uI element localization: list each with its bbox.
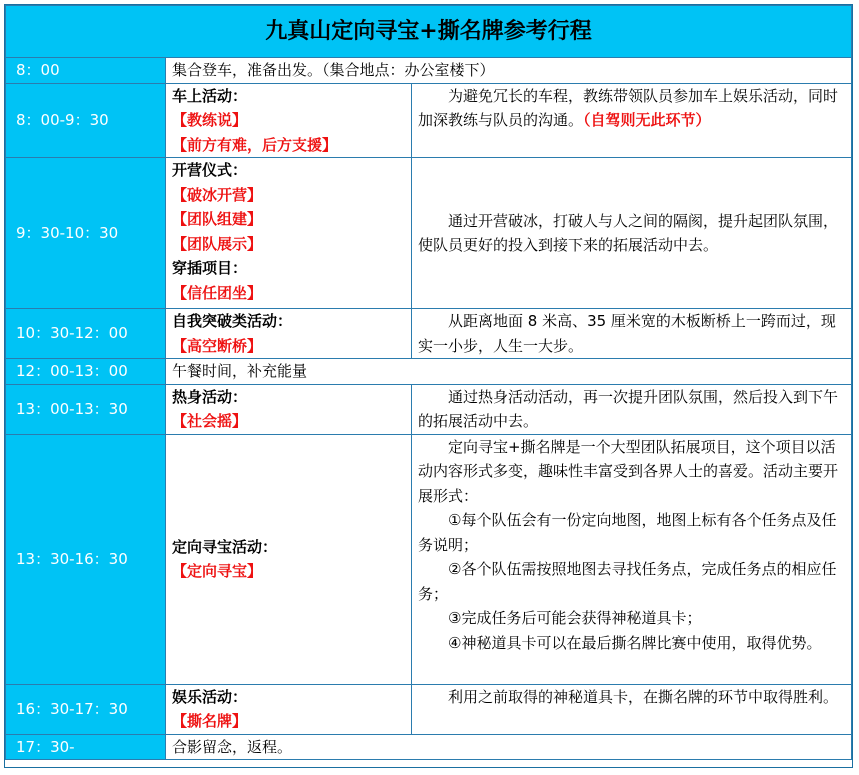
- activity-item: 【社会摇】: [172, 412, 248, 430]
- time-cell: 9：30-10：30: [6, 158, 166, 309]
- table-row: [6, 434, 852, 684]
- activity-item: 【破冰开营】: [172, 185, 263, 204]
- activity-item: 【撕名牌】: [172, 712, 248, 730]
- time-cell: 16：30-17：30: [6, 684, 166, 734]
- activity-item: 【团队组建】: [172, 210, 263, 228]
- activity-heading: 车上活动：: [172, 86, 248, 105]
- time-cell: 10：30-12：00: [6, 309, 166, 359]
- activity-cell: [166, 83, 412, 158]
- table-row: [6, 83, 852, 158]
- activity-heading: 热身活动：: [172, 387, 248, 406]
- title-row: [6, 6, 852, 58]
- description-cell: [412, 83, 852, 158]
- table-row: [6, 384, 852, 434]
- page-title: 九真山定向寻宝+撕名牌参考行程: [6, 6, 852, 58]
- description-step: ①每个队伍会有一份定向地图，地图上标有各个任务点及任务说明；: [418, 511, 837, 554]
- time-cell: 17：30-: [6, 734, 166, 760]
- activity-heading: 开营仪式：: [172, 161, 248, 179]
- itinerary-table: [5, 5, 852, 760]
- table-row: [6, 359, 852, 385]
- description-step: ②各个队伍需按照地图去寻找任务点，完成任务点的相应任务；: [418, 560, 837, 603]
- description-note: （自驾则无此环节）: [583, 111, 711, 129]
- description-cell: 通过开营破冰，打破人与人之间的隔阂，提升起团队氛围，使队员更好的投入到接下来的拓展活动中去。: [412, 158, 852, 309]
- activity-item: 【团队展示】: [172, 234, 263, 253]
- activity-item: 【信任团坐】: [172, 283, 263, 302]
- description-text: 为避免冗长的车程，教练带领队员参加车上娱乐活动，同时加深教练与队员的沟通。: [418, 86, 839, 129]
- itinerary-sheet: [4, 4, 853, 768]
- activity-item: 【高空断桥】: [172, 336, 263, 355]
- description-cell: 通过热身活动活动，再一次提升团队氛围，然后投入到下午的拓展活动中去。: [412, 384, 852, 434]
- table-row: [6, 58, 852, 84]
- description-step: ③完成任务后可能会获得神秘道具卡；: [448, 609, 702, 627]
- activity-heading: 自我突破类活动：: [172, 312, 293, 330]
- time-cell: 8：00: [6, 58, 166, 84]
- activity-heading: 娱乐活动：: [172, 687, 248, 706]
- content-cell: 午餐时间，补充能量: [166, 359, 852, 385]
- table-row: [6, 684, 852, 734]
- activity-item: 【前方有难，后方支援】: [172, 135, 338, 154]
- content-cell: 集合登车，准备出发。（集合地点：办公室楼下）: [166, 58, 852, 84]
- description-intro: 定向寻宝+撕名牌是一个大型团队拓展项目，这个项目以活动内容形式多变，趣味性丰富受到各界人士的喜爱。活动主要开展形式：: [418, 437, 839, 505]
- time-cell: 12：00-13：00: [6, 359, 166, 385]
- activity-item: 【教练说】: [172, 111, 248, 129]
- activity-cell: [166, 158, 412, 309]
- content-cell: 合影留念，返程。: [166, 734, 852, 760]
- time-cell: 8：00-9：30: [6, 83, 166, 158]
- description-cell: [412, 434, 852, 684]
- description-cell: 从距离地面 8 米高、35 厘米宽的木板断桥上一跨而过，现实一小步，人生一大步。: [412, 309, 852, 359]
- table-row: [6, 309, 852, 359]
- activity-cell: [166, 684, 412, 734]
- activity-cell: [166, 384, 412, 434]
- time-cell: 13：00-13：30: [6, 384, 166, 434]
- time-cell: 13：30-16：30: [6, 434, 166, 684]
- activity-subheading: 穿插项目：: [172, 259, 248, 277]
- description-cell: 利用之前取得的神秘道具卡，在撕名牌的环节中取得胜利。: [412, 684, 852, 734]
- activity-item: 【定向寻宝】: [172, 562, 263, 580]
- activity-cell: [166, 309, 412, 359]
- description-step: ④神秘道具卡可以在最后撕名牌比赛中使用，取得优势。: [448, 633, 822, 652]
- table-row: [6, 158, 852, 309]
- activity-heading: 定向寻宝活动：: [172, 537, 278, 556]
- table-row: [6, 734, 852, 760]
- activity-cell: [166, 434, 412, 684]
